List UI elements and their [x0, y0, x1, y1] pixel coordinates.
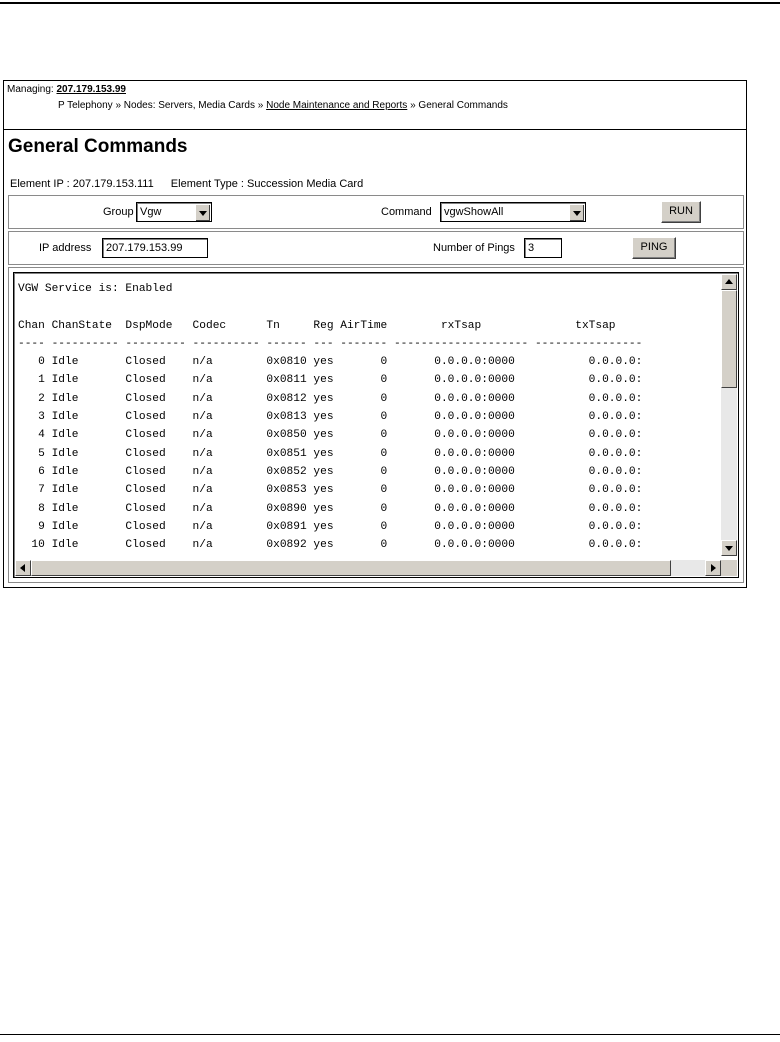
chevron-down-icon[interactable]: [195, 204, 210, 221]
ip-address-label: IP address: [39, 242, 92, 254]
title-divider: [4, 129, 746, 130]
breadcrumb: [58, 100, 508, 111]
output-line: 2 Idle Closed n/a 0x0812 yes 0 0.0.0.0:0000 0.0.0.0:: [18, 392, 643, 405]
run-button[interactable]: RUN: [661, 201, 701, 223]
command-select-value: vgwShowAll: [444, 206, 504, 218]
output-line: 1 Idle Closed n/a 0x0811 yes 0 0.0.0.0:0000 0.0.0.0:: [18, 374, 643, 387]
scroll-left-icon[interactable]: [15, 560, 31, 576]
command-panel: [8, 195, 744, 229]
scroll-down-icon[interactable]: [721, 540, 737, 556]
output-line: 10 Idle Closed n/a 0x0892 yes 0 0.0.0.0:0000 0.0.0.0:: [18, 539, 643, 552]
group-select[interactable]: [136, 202, 212, 222]
scroll-right-icon[interactable]: [705, 560, 721, 576]
managing-label: Managing:: [7, 84, 54, 95]
breadcrumb-prefix: P Telephony » Nodes: Servers, Media Cards »: [58, 100, 264, 111]
output-line: 7 Idle Closed n/a 0x0853 yes 0 0.0.0.0:0000 0.0.0.0:: [18, 484, 643, 497]
output-line: 4 Idle Closed n/a 0x0850 yes 0 0.0.0.0:0000 0.0.0.0:: [18, 429, 643, 442]
ip-address-input[interactable]: 207.179.153.99: [102, 238, 208, 258]
screenshot-frame: [3, 80, 747, 588]
horizontal-scroll-thumb[interactable]: [31, 560, 671, 576]
command-label: Command: [381, 206, 432, 218]
scroll-up-icon[interactable]: [721, 274, 737, 290]
chevron-down-icon[interactable]: [569, 204, 584, 221]
group-label: Group: [103, 206, 134, 218]
breadcrumb-link-node-maintenance[interactable]: Node Maintenance and Reports: [266, 100, 408, 111]
page-title: General Commands: [8, 136, 188, 157]
output-line: ---- ---------- --------- ---------- ------ --- ------- -------------------- ----------------: [18, 337, 643, 350]
page-bottom-rule: [0, 1034, 780, 1035]
scrollbar-corner: [721, 560, 737, 576]
command-output: [18, 280, 720, 554]
group-select-value: Vgw: [140, 206, 162, 218]
ping-button[interactable]: PING: [632, 237, 676, 259]
page-top-rule: [0, 2, 780, 4]
command-select[interactable]: [440, 202, 586, 222]
output-line: 3 Idle Closed n/a 0x0813 yes 0 0.0.0.0:0000 0.0.0.0:: [18, 411, 643, 424]
breadcrumb-current: » General Commands: [410, 100, 508, 111]
output-panel: [8, 267, 744, 583]
element-type: Element Type : Succession Media Card: [170, 178, 364, 190]
output-line: 5 Idle Closed n/a 0x0851 yes 0 0.0.0.0:0000 0.0.0.0:: [18, 447, 643, 460]
ping-panel: [8, 231, 744, 265]
managing-ip-link[interactable]: 207.179.153.99: [56, 84, 126, 95]
output-line: 8 Idle Closed n/a 0x0890 yes 0 0.0.0.0:0000 0.0.0.0:: [18, 502, 643, 515]
vertical-scroll-thumb[interactable]: [721, 290, 737, 388]
number-of-pings-input[interactable]: 3: [524, 238, 562, 258]
output-line: 9 Idle Closed n/a 0x0891 yes 0 0.0.0.0:0000 0.0.0.0:: [18, 520, 643, 533]
vertical-scrollbar[interactable]: [721, 274, 737, 556]
output-line: Chan ChanState DspMode Codec Tn Reg AirTime rxTsap txTsap: [18, 319, 616, 332]
horizontal-scrollbar[interactable]: [15, 560, 721, 576]
output-line: VGW Service is: Enabled: [18, 283, 173, 295]
output-line: 0 Idle Closed n/a 0x0810 yes 0 0.0.0.0:0000 0.0.0.0:: [18, 356, 643, 369]
output-textarea[interactable]: [13, 272, 739, 578]
output-line: [18, 298, 720, 316]
element-ip: Element IP : 207.179.153.111: [10, 178, 154, 190]
element-info: [10, 178, 363, 190]
number-of-pings-label: Number of Pings: [433, 242, 515, 254]
managing-line: [7, 84, 126, 95]
output-line: 6 Idle Closed n/a 0x0852 yes 0 0.0.0.0:0000 0.0.0.0:: [18, 465, 643, 478]
